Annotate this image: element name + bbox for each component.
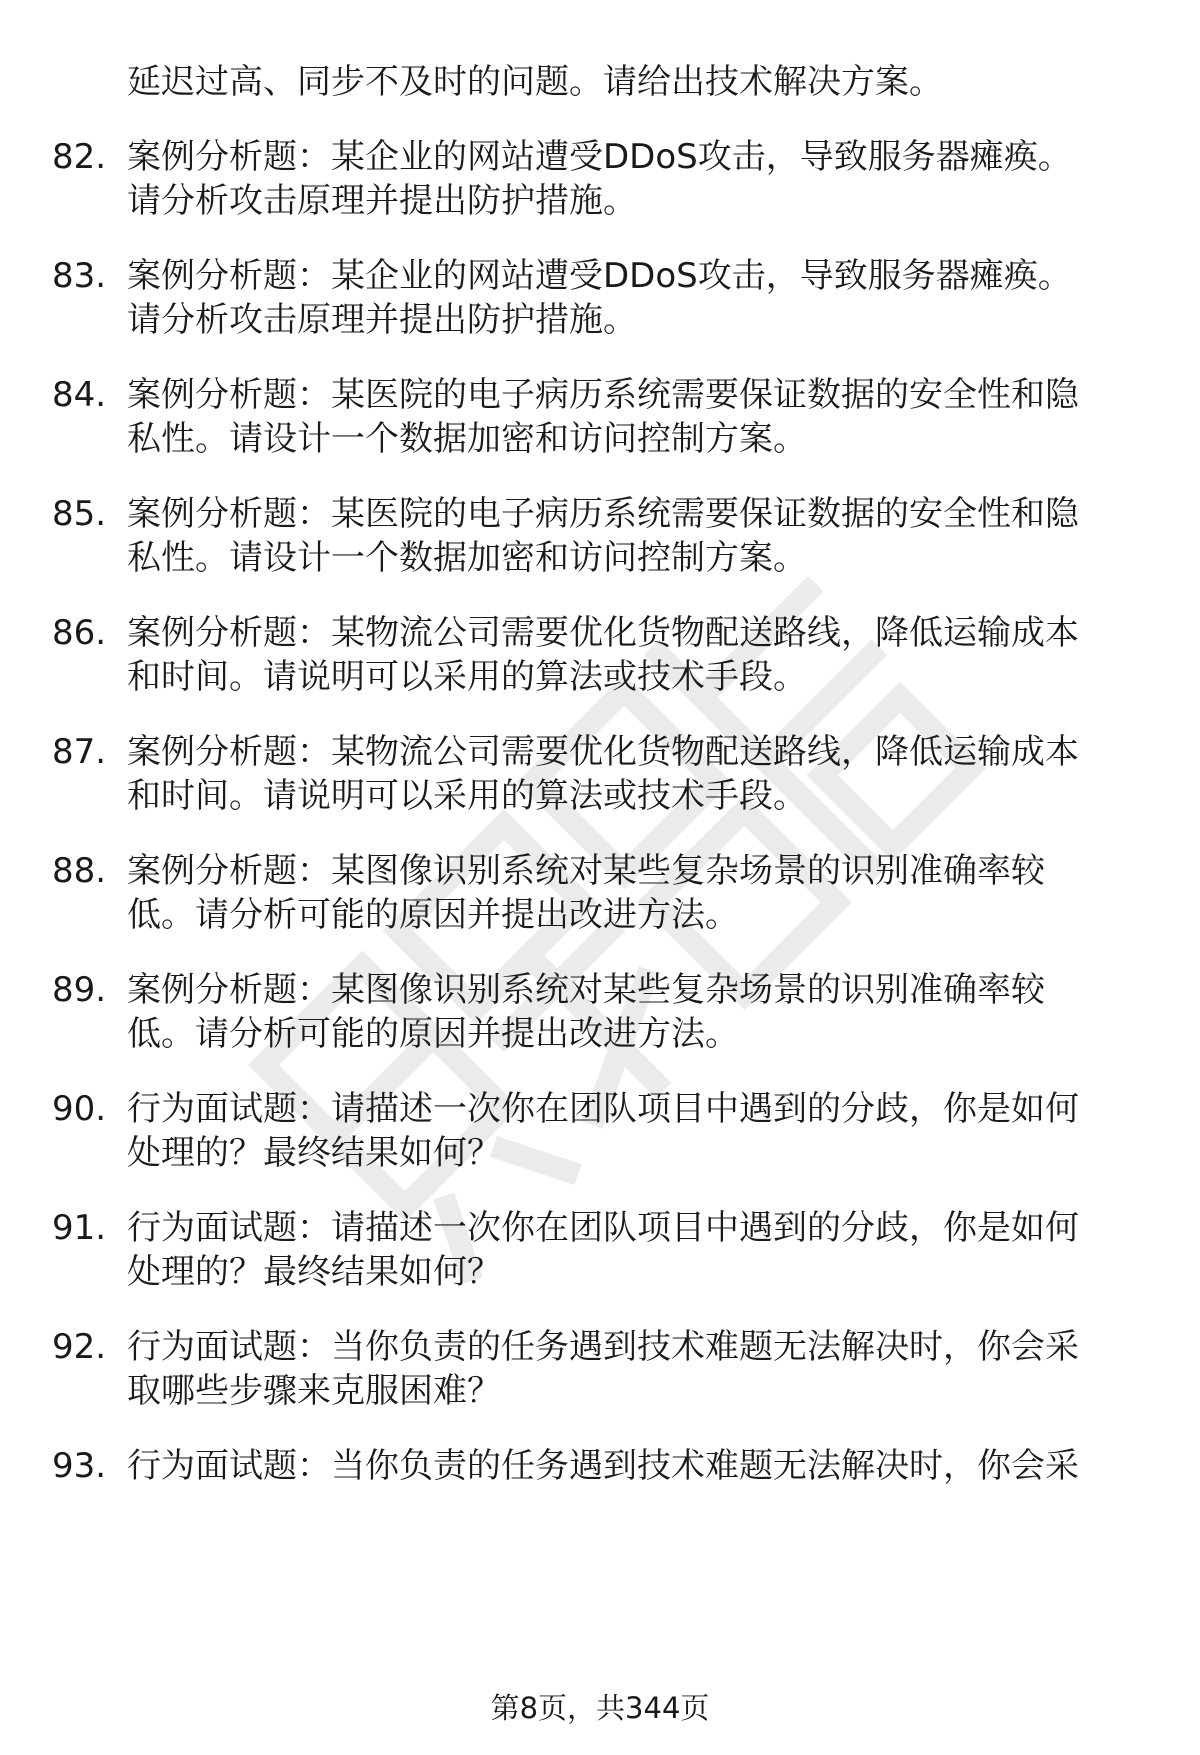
item-text-line2: 处理的？最终结果如何？ [127, 1252, 501, 1292]
item-text-line2: 和时间。请说明可以采用的算法或技术手段。 [127, 776, 807, 816]
item-text-line2: 和时间。请说明可以采用的算法或技术手段。 [127, 657, 807, 697]
item-text-line1: 行为面试题：当你负责的任务遇到技术难题无法解决时，你会采 [127, 1327, 1079, 1367]
item-number: 85. [52, 494, 107, 534]
item-text-line1: 案例分析题：某图像识别系统对某些复杂场景的识别准确率较 [127, 970, 1045, 1010]
item-text-line2: 请分析攻击原理并提出防护措施。 [127, 181, 637, 221]
item-text-line1: 行为面试题：当你负责的任务遇到技术难题无法解决时，你会采 [127, 1446, 1079, 1486]
page-footer: 第8页，共344页 [490, 1691, 710, 1725]
item-text-line1: 案例分析题：某物流公司需要优化货物配送路线，降低运输成本 [127, 732, 1079, 772]
item-text-line1: 案例分析题：某医院的电子病历系统需要保证数据的安全性和隐 [127, 375, 1079, 415]
item-number: 93. [52, 1446, 107, 1486]
item-text-line2: 低。请分析可能的原因并提出改进方法。 [127, 1014, 739, 1054]
item-number: 90. [52, 1089, 107, 1129]
item-text-line1: 行为面试题：请描述一次你在团队项目中遇到的分歧，你是如何 [127, 1208, 1079, 1248]
item-number: 86. [52, 613, 107, 653]
item-text-line2: 私性。请设计一个数据加密和访问控制方案。 [127, 538, 807, 578]
item-text-line2: 处理的？最终结果如何？ [127, 1133, 501, 1173]
continuation-text: 延迟过高、同步不及时的问题。请给出技术解决方案。 [127, 62, 943, 102]
item-text-line2: 取哪些步骤来克服困难？ [127, 1371, 501, 1411]
item-text-line2: 请分析攻击原理并提出防护措施。 [127, 300, 637, 340]
item-number: 88. [52, 851, 107, 891]
item-text-line1: 行为面试题：请描述一次你在团队项目中遇到的分歧，你是如何 [127, 1089, 1079, 1129]
item-number: 89. [52, 970, 107, 1010]
item-number: 84. [52, 375, 107, 415]
item-number: 82. [52, 137, 107, 177]
item-number: 92. [52, 1327, 107, 1367]
item-number: 83. [52, 256, 107, 296]
item-text-line1: 案例分析题：某医院的电子病历系统需要保证数据的安全性和隐 [127, 494, 1079, 534]
item-number: 87. [52, 732, 107, 772]
item-text-line2: 低。请分析可能的原因并提出改进方法。 [127, 895, 739, 935]
item-text-line1: 案例分析题：某物流公司需要优化货物配送路线，降低运输成本 [127, 613, 1079, 653]
item-text-line1: 案例分析题：某企业的网站遭受DDoS攻击，导致服务器瘫痪。 [127, 256, 1072, 296]
item-text-line1: 案例分析题：某图像识别系统对某些复杂场景的识别准确率较 [127, 851, 1045, 891]
item-number: 91. [52, 1208, 107, 1248]
item-text-line2: 私性。请设计一个数据加密和访问控制方案。 [127, 419, 807, 459]
item-text-line1: 案例分析题：某企业的网站遭受DDoS攻击，导致服务器瘫痪。 [127, 137, 1072, 177]
